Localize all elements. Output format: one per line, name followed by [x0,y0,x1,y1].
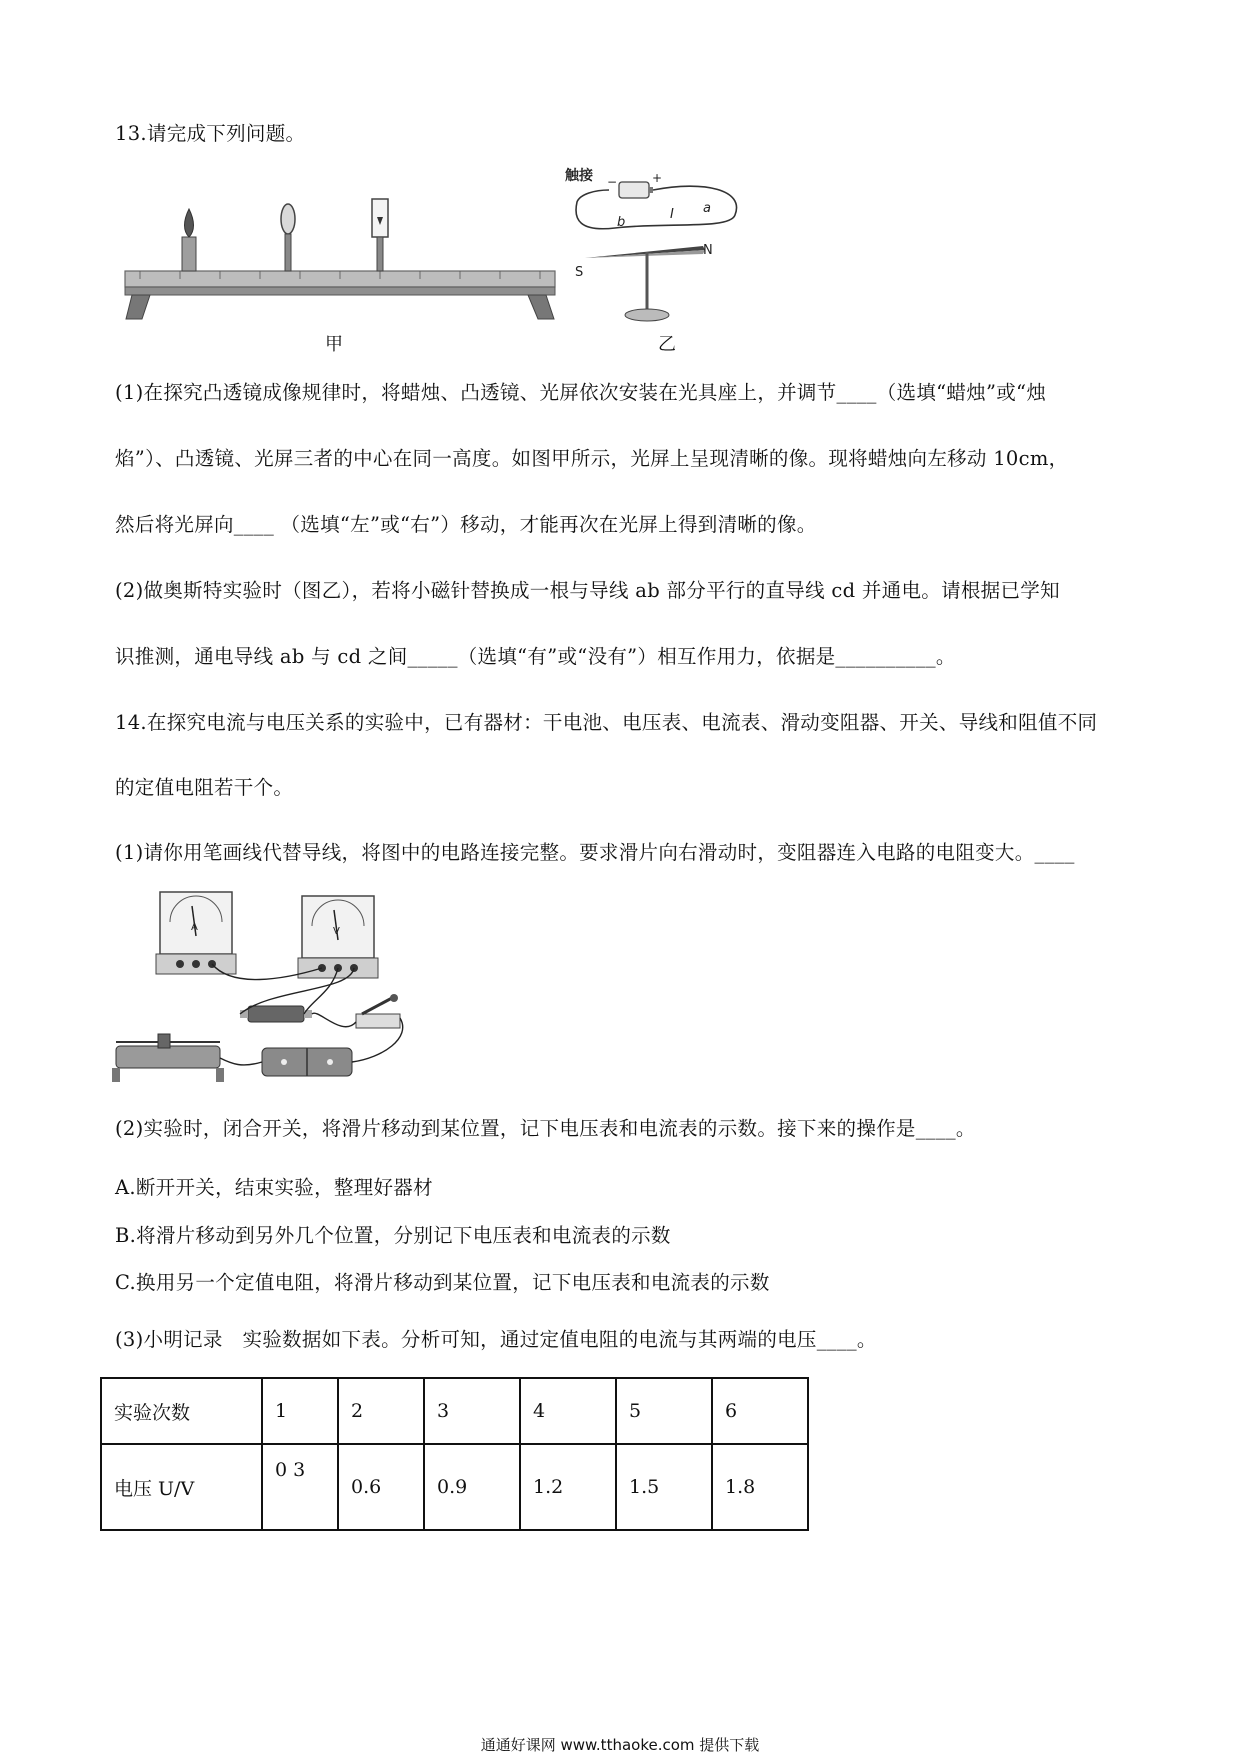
table-cell: 实验次数 [101,1378,262,1444]
table-cell: 5 [616,1378,712,1444]
battery-pack [262,1048,352,1076]
table-cell: 电压 U/V [101,1444,262,1530]
light-screen [372,199,388,271]
q13-part2-line1: (2)做奥斯特实验时（图乙），若将小磁针替换成一根与导线 ab 部分平行的直导线 cd 并通电。请根据已学知 [115,579,1060,602]
oersted-figure [555,160,765,335]
voltmeter [298,896,378,978]
ammeter [156,892,236,974]
q14-option-b: B.将滑片移动到另外几个位置，分别记下电压表和电流表的示数 [115,1224,671,1247]
table-row [101,1444,808,1530]
optical-bench-figure [120,195,560,325]
battery [619,182,653,198]
table-cell: 1 [262,1378,338,1444]
q14-part3: (3)小明记录 实验数据如下表。分析可知，通过定值电阻的电流与其两端的电压____。 [115,1328,877,1351]
table-cell: 3 [424,1378,520,1444]
table-cell: 2 [338,1378,424,1444]
q13-part1-line2: 焰”）、凸透镜、光屏三者的中心在同一高度。如图甲所示，光屏上呈现清晰的像。现将蜡烛向左移动 10cm， [115,447,1069,470]
circuit-figure [112,888,422,1090]
touch-label: 触接 [565,168,593,184]
switch [356,994,400,1028]
table-cell: 0 3 [262,1444,338,1530]
table-cell: 1.5 [616,1444,712,1530]
q14-part2: (2)实验时，闭合开关，将滑片移动到某位置，记下电压表和电流表的示数。接下来的操作是____。 [115,1117,976,1140]
table-cell: 1.2 [520,1444,616,1530]
table-cell: 0.6 [338,1444,424,1530]
table-cell: 1.8 [712,1444,808,1530]
q14-title-line2: 的定值电阻若干个。 [115,776,294,799]
table-row [101,1378,808,1444]
candle [182,209,196,271]
q13-part2-line2: 识推测，通电导线 ab 与 cd 之间_____（选填“有”或“没有”）相互作用力，依据是__________。 [115,645,956,668]
svg-text:a: a [703,201,711,216]
footer-text: 通通好课网 www.tthaoke.com 提供下载 [480,1736,760,1754]
svg-text:N: N [703,243,713,258]
bench-leg-right [528,295,554,319]
bench-leg-left [126,295,150,319]
svg-text:I: I [670,207,674,222]
needle-stand [625,252,669,321]
q13-part1-line3: 然后将光屏向____ （选填“左”或“右”）移动，才能再次在光屏上得到清晰的像。 [115,513,817,536]
svg-text:A: A [191,922,198,933]
q13-title: 13.请完成下列问题。 [115,122,306,145]
magnetic-needle [585,246,705,258]
data-table [100,1377,809,1531]
sliding-rheostat [112,1034,224,1082]
q14-title-line1: 14.在探究电流与电压关系的实验中，已有器材：干电池、电压表、电流表、滑动变阻器、开关、导线和阻值不同 [115,711,1098,734]
convex-lens [281,204,295,271]
q14-part1: (1)请你用笔画线代替导线，将图中的电路连接完整。要求滑片向右滑动时，变阻器连入电路的电阻变大。____ [115,841,1075,864]
svg-text:−: − [607,175,618,189]
table-cell: 6 [712,1378,808,1444]
svg-text:V: V [333,926,340,937]
svg-text:S: S [575,265,584,280]
q13-part1-line1: (1)在探究凸透镜成像规律时，将蜡烛、凸透镜、光屏依次安装在光具座上，并调节____（选填“蜡烛”或“烛 [115,381,1047,404]
svg-text:+: + [652,171,663,185]
svg-text:b: b [617,215,626,230]
figure-yi-label: 乙 [658,334,676,355]
q14-option-c: C.换用另一个定值电阻，将滑片移动到某位置，记下电压表和电流表的示数 [115,1271,770,1294]
table-cell: 4 [520,1378,616,1444]
fixed-resistor [240,1006,312,1022]
wire-loop [576,186,737,229]
q14-option-a: A.断开开关，结束实验，整理好器材 [115,1176,433,1199]
table-cell: 0.9 [424,1444,520,1530]
figure-jia-label: 甲 [325,334,343,355]
